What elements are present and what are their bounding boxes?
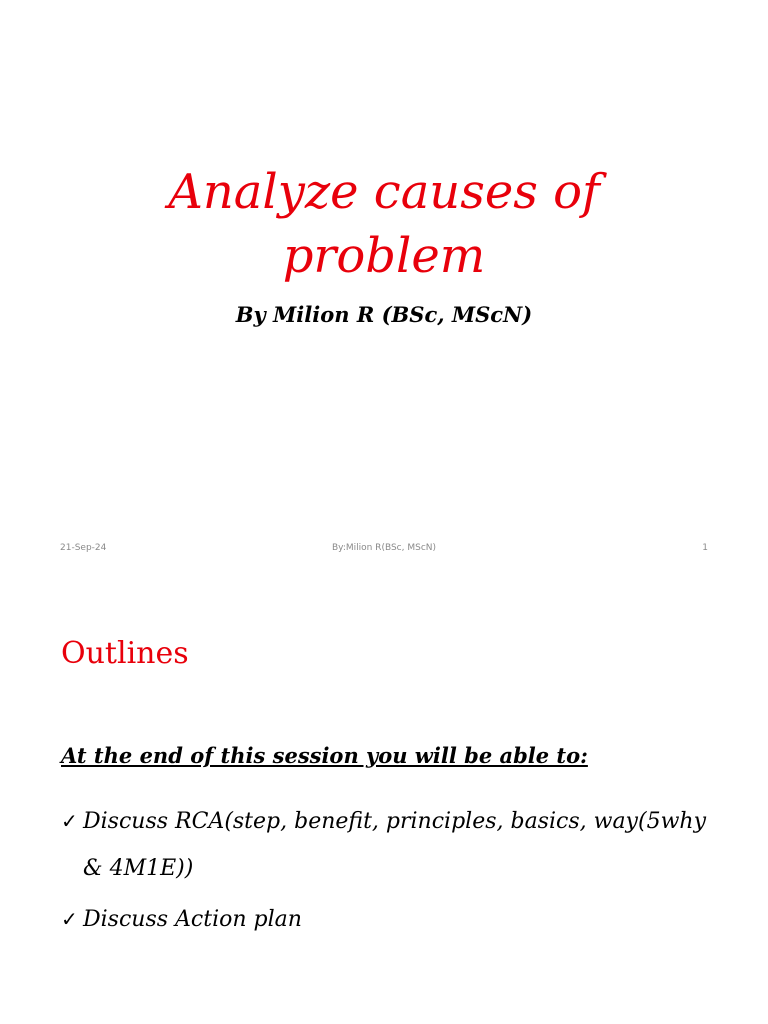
outlines-heading: Outlines bbox=[61, 636, 189, 671]
session-objective-intro: At the end of this session you will be able to: bbox=[61, 743, 588, 768]
title-line-1: Analyze causes of bbox=[168, 164, 600, 220]
outline-list bbox=[61, 798, 711, 947]
author-byline: By Milion R (BSc, MScN) bbox=[235, 302, 533, 327]
list-item-text: Discuss RCA(step, benefit, principles, basics, way(5why & 4M1E)) bbox=[83, 809, 706, 881]
footer-date: 21-Sep-24 bbox=[60, 543, 107, 553]
footer-page-number: 1 bbox=[702, 543, 708, 553]
list-item bbox=[61, 798, 711, 892]
check-icon: ✓ bbox=[61, 809, 78, 833]
list-item-text: Discuss Action plan bbox=[83, 907, 302, 932]
title-line-2: problem bbox=[282, 228, 486, 284]
check-icon: ✓ bbox=[61, 907, 78, 931]
slide-outlines bbox=[0, 576, 768, 1024]
footer-author: By:Milion R(BSc, MScN) bbox=[331, 543, 437, 553]
slide-title-heading bbox=[0, 160, 768, 288]
list-item bbox=[61, 896, 711, 943]
